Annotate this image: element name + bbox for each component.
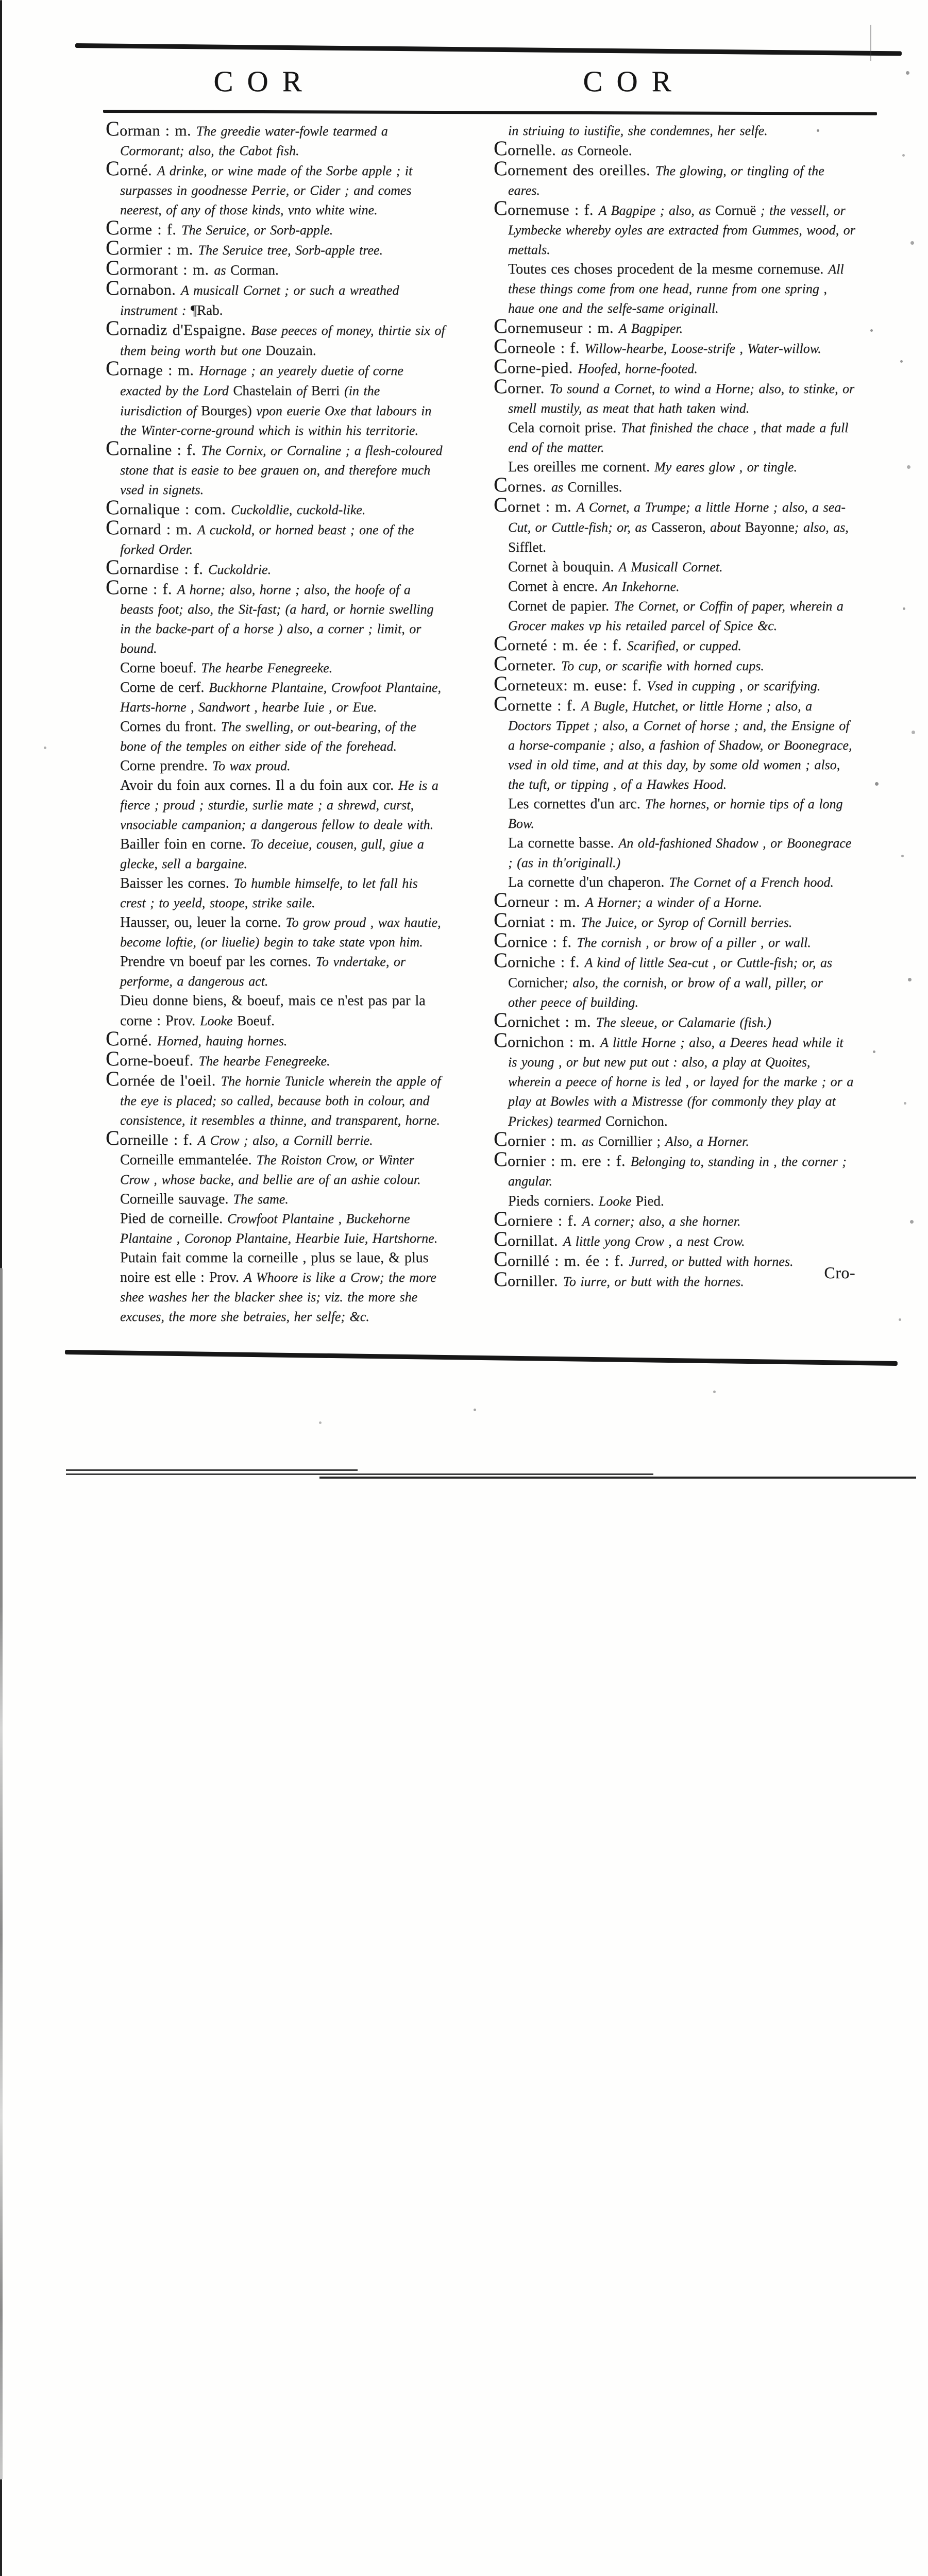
definition-text: The hornie Tunicle wherein the apple of the eye is placed; so called, because both in colour, and consistence, it resembles a thinne, and transparent, horne.	[120, 1074, 441, 1128]
definition-text: To cup, or scarifie with horned cups.	[561, 658, 764, 673]
dictionary-entry	[494, 1028, 855, 1132]
definition-text: Douzain.	[265, 343, 316, 358]
definition-text: A drinke, or wine made of the Sorbe apple ; it surpasses in goodnesse Perrie, or Cider ; and comes neerest, of any of those kinds, vnto white wine.	[120, 163, 413, 217]
dictionary-entry	[494, 1207, 855, 1232]
dictionary-entry	[494, 459, 855, 478]
headword: Corneté : m. ée : f.	[494, 632, 627, 655]
headword: Corneur : m.	[494, 888, 585, 911]
definition-text: To vndertake, or performe, a dangerous act.	[120, 954, 406, 989]
dictionary-entry	[494, 157, 855, 201]
dictionary-column-left	[106, 117, 446, 1328]
dictionary-entry	[106, 659, 446, 679]
dictionary-entry	[494, 928, 855, 954]
dictionary-entry	[494, 578, 855, 598]
dictionary-entry	[494, 632, 855, 657]
running-head-right: COR	[583, 65, 685, 98]
dictionary-entry	[494, 835, 855, 874]
definition-text: To grow proud , wax hautie, become loftie, (or liuelie) begin to take state vpon him.	[120, 915, 441, 950]
definition-text: as	[582, 1134, 598, 1149]
entry-continuation	[494, 122, 855, 142]
dictionary-entry	[494, 1227, 855, 1252]
definition-text: The same.	[233, 1192, 289, 1207]
headword: Cornet à encre.	[508, 579, 603, 595]
headword: Cornement des oreilles.	[494, 157, 655, 180]
definition-text: Also, a Horner.	[665, 1134, 749, 1149]
definition-text: Cornilles.	[567, 479, 622, 495]
definition-text: A horne; also, horne ; also, the hoofe of a beasts foot; also, the Sit-fast; (a hard, or hornie swelling in the backe-part of a horse ) also, a corner ; limit, or bound.	[120, 582, 434, 656]
definition-text: Boeuf.	[237, 1013, 275, 1028]
headword: Cornée de l'oeil.	[106, 1067, 221, 1090]
headword: Corneteux: m. euse: f.	[494, 672, 647, 695]
headword: Cornelle.	[494, 137, 561, 160]
headword: Corne boeuf.	[120, 660, 201, 676]
headword: La cornette basse.	[508, 835, 619, 851]
definition-text: Berri	[311, 383, 345, 398]
scan-noise-specks	[0, 0, 2, 2]
definition-text: To deceiue, cousen, gull, giue a glecke, sell a bargaine.	[120, 837, 424, 871]
headword: Bailler foin en corne.	[120, 836, 250, 852]
definition-text: Chastelain	[233, 383, 297, 398]
definition-text: The hornes, or hornie tips of a long Bow.	[508, 796, 843, 831]
headword: Prendre vn boeuf par les cornes.	[120, 954, 316, 970]
headword: Putain fait comme la corneille , plus se laue, & plus noire est elle : Prov.	[120, 1250, 429, 1285]
definition-text: The Cornet, or Coffin of paper, wherein a Grocer makes vp his retailed parcel of Spice &c.	[508, 599, 843, 633]
headword: Cornemuse : f.	[494, 196, 599, 219]
headword: Cornet à bouquin.	[508, 559, 619, 575]
headword: Cornette : f.	[494, 692, 581, 715]
headword: Cornalique : com.	[106, 496, 231, 519]
dictionary-entry	[106, 1191, 446, 1210]
dictionary-entry	[494, 1008, 855, 1033]
headword: Cornet : m.	[494, 493, 577, 516]
definition-text: To sound a Cornet, to wind a Horne; also, to stinke, or smell mustily, as meat that hath taken wind.	[508, 381, 855, 416]
scan-edge-line	[66, 1473, 653, 1475]
headword: Cornabon.	[106, 276, 181, 299]
definition-text: Horned, hauing hornes.	[157, 1033, 288, 1048]
definition-text: The Roiston Crow, or Winter Crow , whose backe, and bellie are of an ashie colour.	[120, 1153, 421, 1187]
definition-text: The cornish , or brow of a piller , or wall.	[577, 935, 811, 950]
dictionary-entry	[494, 334, 855, 360]
definition-text: Cornichon.	[605, 1113, 668, 1129]
headword: Cornier : m.	[494, 1127, 582, 1150]
definition-text: An Inkehorne.	[602, 579, 680, 594]
definition-text: Cuckoldlie, cuckold-like.	[231, 502, 366, 517]
dictionary-entry	[494, 137, 855, 162]
dictionary-entry	[494, 1192, 855, 1212]
dictionary-entry	[494, 1127, 855, 1153]
dictionary-entry	[106, 157, 446, 221]
scan-edge-line	[319, 1477, 916, 1479]
headword: Corniche : f.	[494, 948, 585, 972]
catchword: Cro-	[824, 1263, 855, 1282]
headword: Cornard : m.	[106, 516, 197, 539]
definition-text: To wax proud.	[212, 758, 291, 773]
dictionary-entry	[106, 216, 446, 241]
definition-text: A musicall Cornet ; or such a wreathed instrument :	[120, 283, 399, 318]
headword: Cornes.	[494, 473, 551, 496]
dictionary-entry	[106, 516, 446, 561]
definition-text: To humble himselfe, to let fall his crest ; to yeeld, stoope, strike saile.	[120, 876, 418, 910]
running-head-left: COR	[213, 65, 316, 98]
dictionary-entry	[106, 777, 446, 836]
dictionary-entry	[494, 908, 855, 934]
dictionary-entry	[106, 914, 446, 953]
definition-text: An old-fashioned Shadow , or Boonegrace ; (as in th'originall.)	[508, 836, 852, 870]
definition-text: A Musicall Cornet.	[618, 560, 723, 574]
dictionary-entry	[494, 692, 855, 795]
dictionary-entry	[106, 1027, 446, 1052]
headword: Cornadiz d'Espaigne.	[106, 316, 251, 340]
headword: Cornaline : f.	[106, 436, 201, 460]
headword: Baisser les cornes.	[120, 875, 234, 891]
definition-text: A Cornet, a Trumpe; a little Horne ; also, a sea-Cut, or Cuttle-fish; or, as	[508, 500, 846, 535]
dictionary-entry	[106, 496, 446, 521]
headword: Corneille : f.	[106, 1126, 198, 1149]
dictionary-entry	[494, 1147, 855, 1192]
headword: Corne : f.	[106, 575, 177, 599]
headword: Cornichet : m.	[494, 1008, 596, 1031]
left-border-rule	[0, 0, 2, 1268]
dictionary-entry	[106, 236, 446, 261]
definition-text: That finished the chace , that made a full end of the matter.	[508, 420, 849, 455]
headword: Corneille emmantelée.	[120, 1152, 257, 1168]
dictionary-entry	[494, 795, 855, 835]
headword: Corneter.	[494, 652, 561, 675]
dictionary-entry	[106, 276, 446, 321]
dictionary-entry	[494, 493, 855, 558]
definition-text: All these things come from one head, runne from one spring , haue one and the selfe-same originall.	[508, 262, 844, 316]
dictionary-entry	[494, 948, 855, 1013]
dictionary-entry	[494, 354, 855, 380]
definition-text: Cornicher	[508, 975, 564, 990]
dictionary-entry	[106, 316, 446, 362]
definition-text: A Bagpipe ; also, as	[598, 203, 715, 218]
definition-text: Belonging to, standing in , the corner ; angular.	[508, 1154, 847, 1189]
dictionary-entry	[106, 1047, 446, 1072]
headword: Corme : f.	[106, 216, 182, 239]
headword: Pied de corneille.	[120, 1211, 228, 1227]
definition-text: The greedie water-fowle tearmed a Cormorant; also, the Cabot fish.	[120, 124, 388, 158]
dictionary-entry	[106, 357, 446, 442]
dictionary-entry	[106, 575, 446, 659]
definition-text: Looke	[200, 1013, 238, 1028]
definition-text: Hoofed, horne-footed.	[578, 361, 698, 376]
headword: Pieds corniers.	[508, 1193, 599, 1209]
headword: Dieu donne biens, & boeuf, mais ce n'est pas par la corne : Prov.	[120, 993, 426, 1029]
definition-text: The sleeue, or Calamarie (fish.)	[596, 1015, 771, 1030]
headword: Cornet de papier.	[508, 598, 614, 614]
dictionary-entry	[106, 1151, 446, 1191]
definition-text: (in the iurisdiction of	[120, 383, 380, 418]
definition-text: Corman.	[230, 262, 279, 278]
dictionary-entry	[494, 672, 855, 697]
definition-text: ; also, the cornish, or brow of a wall, piller, or other peece of building.	[508, 975, 823, 1010]
headword: Cornage : m.	[106, 357, 199, 380]
definition-text: A kind of little Sea-cut , or Cuttle-fish; or, as	[584, 955, 833, 970]
right-border-rule	[0, 1268, 3, 2479]
definition-text: Bayonne	[745, 519, 795, 535]
dictionary-entry	[494, 375, 855, 419]
dictionary-entry	[106, 256, 446, 281]
headword: Corman : m.	[106, 117, 196, 140]
definition-text: A Bagpiper.	[618, 321, 683, 336]
scan-artifact-mark	[870, 25, 871, 61]
dictionary-entry	[106, 1210, 446, 1249]
definition-text: A corner; also, a she horner.	[582, 1214, 741, 1229]
definition-text: The Juice, or Syrop of Cornill berries.	[581, 915, 792, 930]
headword: Cela cornoit prise.	[508, 420, 621, 436]
headword: Cormier : m.	[106, 236, 198, 259]
definition-text: ¶Rab.	[190, 302, 223, 318]
definition-text: A Horner; a winder of a Horne.	[585, 895, 762, 910]
definition-text: The Seruice, or Sorb-apple.	[181, 223, 333, 238]
definition-text: A Whoore is like a Crow; the more shee washes her the blacker shee is; viz. the more she excuses, the more she betraies, her selfe; &c.	[120, 1270, 436, 1324]
definition-text: The hearbe Fenegreeke.	[201, 660, 333, 675]
definition-text: A Bugle, Hutchet, or little Horne ; also, a Doctors Tippet ; also, a Cornet of horse ; and, the Ensigne of a horse-companie ; also, a fashion of Shadow, or Boonegrace, vsed in old time, and at this day, by some old women ; also, the tuft, or tipping , of a Hawkes Hood.	[508, 699, 852, 792]
headword: Cormorant : m.	[106, 256, 214, 279]
dictionary-entry	[494, 196, 855, 261]
headword: Corneole : f.	[494, 334, 585, 358]
definition-text: Bourges)	[201, 403, 257, 418]
dictionary-entry	[494, 652, 855, 677]
definition-text: in striuing to iustifie, she condemnes, her selfe.	[508, 123, 768, 138]
headword: Corner.	[494, 375, 550, 398]
definition-text: Looke	[598, 1194, 636, 1209]
headword: Les oreilles me cornent.	[508, 459, 655, 475]
definition-text: A little yong Crow , a nest Crow.	[563, 1234, 745, 1249]
definition-text: Vsed in cupping , or scarifying.	[647, 679, 821, 693]
column-divider-rule	[0, 2479, 2, 2576]
header-rule	[103, 110, 877, 115]
dictionary-entry	[106, 953, 446, 992]
headword: Cornillat.	[494, 1227, 563, 1250]
headword: Corne-pied.	[494, 354, 578, 378]
dictionary-column-right	[494, 122, 855, 1293]
top-border-rule	[75, 43, 902, 56]
headword: Corne-boeuf.	[106, 1047, 199, 1070]
definition-text: A little Horne ; also, a Deeres head while it is young , or but new put out : also, a play at Quoites, wherein a peece of horne is led , or layed for the marke ; or a play at Bowles with a Mistresse (for commonly they play at Prickes) tearmed	[508, 1035, 854, 1129]
definition-text: A Crow ; also, a Cornill berrie.	[197, 1133, 373, 1148]
definition-text: The glowing, or tingling of the eares.	[508, 163, 824, 198]
dictionary-entry	[106, 117, 446, 162]
headword: Corniat : m.	[494, 908, 581, 931]
dictionary-entry	[106, 875, 446, 914]
definition-text: ; also, as,	[794, 520, 849, 535]
dictionary-entry	[106, 992, 446, 1032]
dictionary-entry	[494, 598, 855, 637]
scan-edge-line	[66, 1469, 358, 1471]
definition-text: Jurred, or butted with hornes.	[629, 1254, 794, 1269]
definition-text: The hearbe Fenegreeke.	[198, 1054, 330, 1069]
dictionary-entry	[494, 874, 855, 893]
definition-text: The Seruice tree, Sorb-apple tree.	[198, 243, 383, 258]
dictionary-entry	[494, 558, 855, 578]
definition-text: Base peeces of money, thirtie six of them being worth but one	[120, 323, 445, 358]
dictionary-entry	[494, 888, 855, 913]
dictionary-entry	[106, 555, 446, 581]
headword: Cornardise : f.	[106, 555, 209, 579]
definition-text: Sifflet.	[508, 539, 546, 555]
dictionary-entry	[106, 757, 446, 777]
dictionary-entry	[106, 836, 446, 875]
headword: Cornichon : m.	[494, 1028, 601, 1052]
headword: Toutes ces choses procedent de la mesme cornemuse.	[508, 261, 829, 277]
dictionary-entry	[494, 261, 855, 319]
definition-text: as	[561, 143, 578, 158]
dictionary-entry	[106, 436, 446, 501]
headword: Les cornettes d'un arc.	[508, 796, 645, 812]
headword: Corné.	[106, 1027, 157, 1050]
definition-text: To iurre, or butt with the hornes.	[563, 1274, 744, 1289]
definition-text: Crowfoot Plantaine , Buckehorne Plantaine , Coronop Plantaine, Hearbie Iuie, Hartshorne.	[120, 1211, 438, 1246]
headword: Corné.	[106, 157, 157, 180]
dictionary-entry	[106, 679, 446, 718]
definition-text: , about	[702, 520, 745, 535]
headword: Cornemuseur : m.	[494, 314, 619, 337]
headword: Corniere : f.	[494, 1207, 582, 1230]
headword: Cornice : f.	[494, 928, 577, 952]
dictionary-entry	[106, 718, 446, 757]
definition-text: Cornuë	[715, 202, 756, 218]
dictionary-entry	[106, 1126, 446, 1151]
headword: Cornier : m. ere : f.	[494, 1147, 631, 1171]
definition-text: The Cornet of a French hood.	[669, 875, 834, 890]
definition-text: as	[551, 480, 568, 495]
definition-text: Corneole.	[577, 143, 632, 158]
headword: Avoir du foin aux cornes. Il a du foin aux cor.	[120, 777, 399, 793]
definition-text: Scarified, or cupped.	[627, 638, 741, 653]
headword: Cornillé : m. ée : f.	[494, 1247, 629, 1270]
definition-text: My eares glow , or tingle.	[654, 460, 797, 474]
definition-text: Buckhorne Plantaine, Crowfoot Plantaine, Harts-horne , Sandwort , hearbe Iuie , or Eue.	[120, 680, 441, 715]
definition-text: vpon euerie Oxe that labours in the Winter-corne-ground which is within his territorie.	[120, 403, 432, 438]
definition-text: Pied.	[635, 1193, 664, 1209]
dictionary-entry	[494, 473, 855, 498]
dictionary-entry	[494, 419, 855, 459]
definition-text: Cuckoldrie.	[208, 562, 272, 577]
definition-text: ; the vessell, or Lymbecke whereby oyles are extracted from Gummes, wood, or mettals.	[508, 203, 855, 257]
definition-text: A cuckold, or horned beast ; one of the forked Order.	[120, 522, 414, 557]
headword: Cornes du front.	[120, 719, 221, 735]
headword: Hausser, ou, leuer la corne.	[120, 914, 286, 930]
definition-text: Cornillier ;	[598, 1133, 665, 1149]
headword: Corne prendre.	[120, 758, 212, 774]
dictionary-entry	[494, 314, 855, 340]
headword: Corne de cerf.	[120, 680, 209, 696]
headword: Corneille sauvage.	[120, 1191, 233, 1207]
definition-text: The swelling, or out-bearing, of the bone of the temples on either side of the forehead.	[120, 719, 416, 754]
definition-text: Casseron	[651, 519, 702, 535]
definition-text: He is a fierce ; proud ; sturdie, surlie mate ; a shrewd, curst, vnsociable campanion; a dangerous fellow to deale with.	[120, 778, 438, 832]
dictionary-entry	[106, 1067, 446, 1131]
headword: La cornette d'un chaperon.	[508, 874, 669, 890]
dictionary-entry	[106, 1249, 446, 1328]
headword: Corniller.	[494, 1267, 563, 1291]
definition-text: of	[296, 383, 311, 398]
definition-text: as	[214, 263, 230, 278]
bottom-border-rule	[65, 1350, 898, 1366]
definition-text: Hornage ; an yearely duetie of corne exacted by the Lord	[120, 363, 403, 398]
definition-text: The Cornix, or Cornaline ; a flesh-coloured stone that is easie to bee grauen on, and therefore much vsed in signets.	[120, 443, 443, 497]
definition-text: Willow-hearbe, Loose-strife , Water-willow.	[584, 341, 821, 356]
